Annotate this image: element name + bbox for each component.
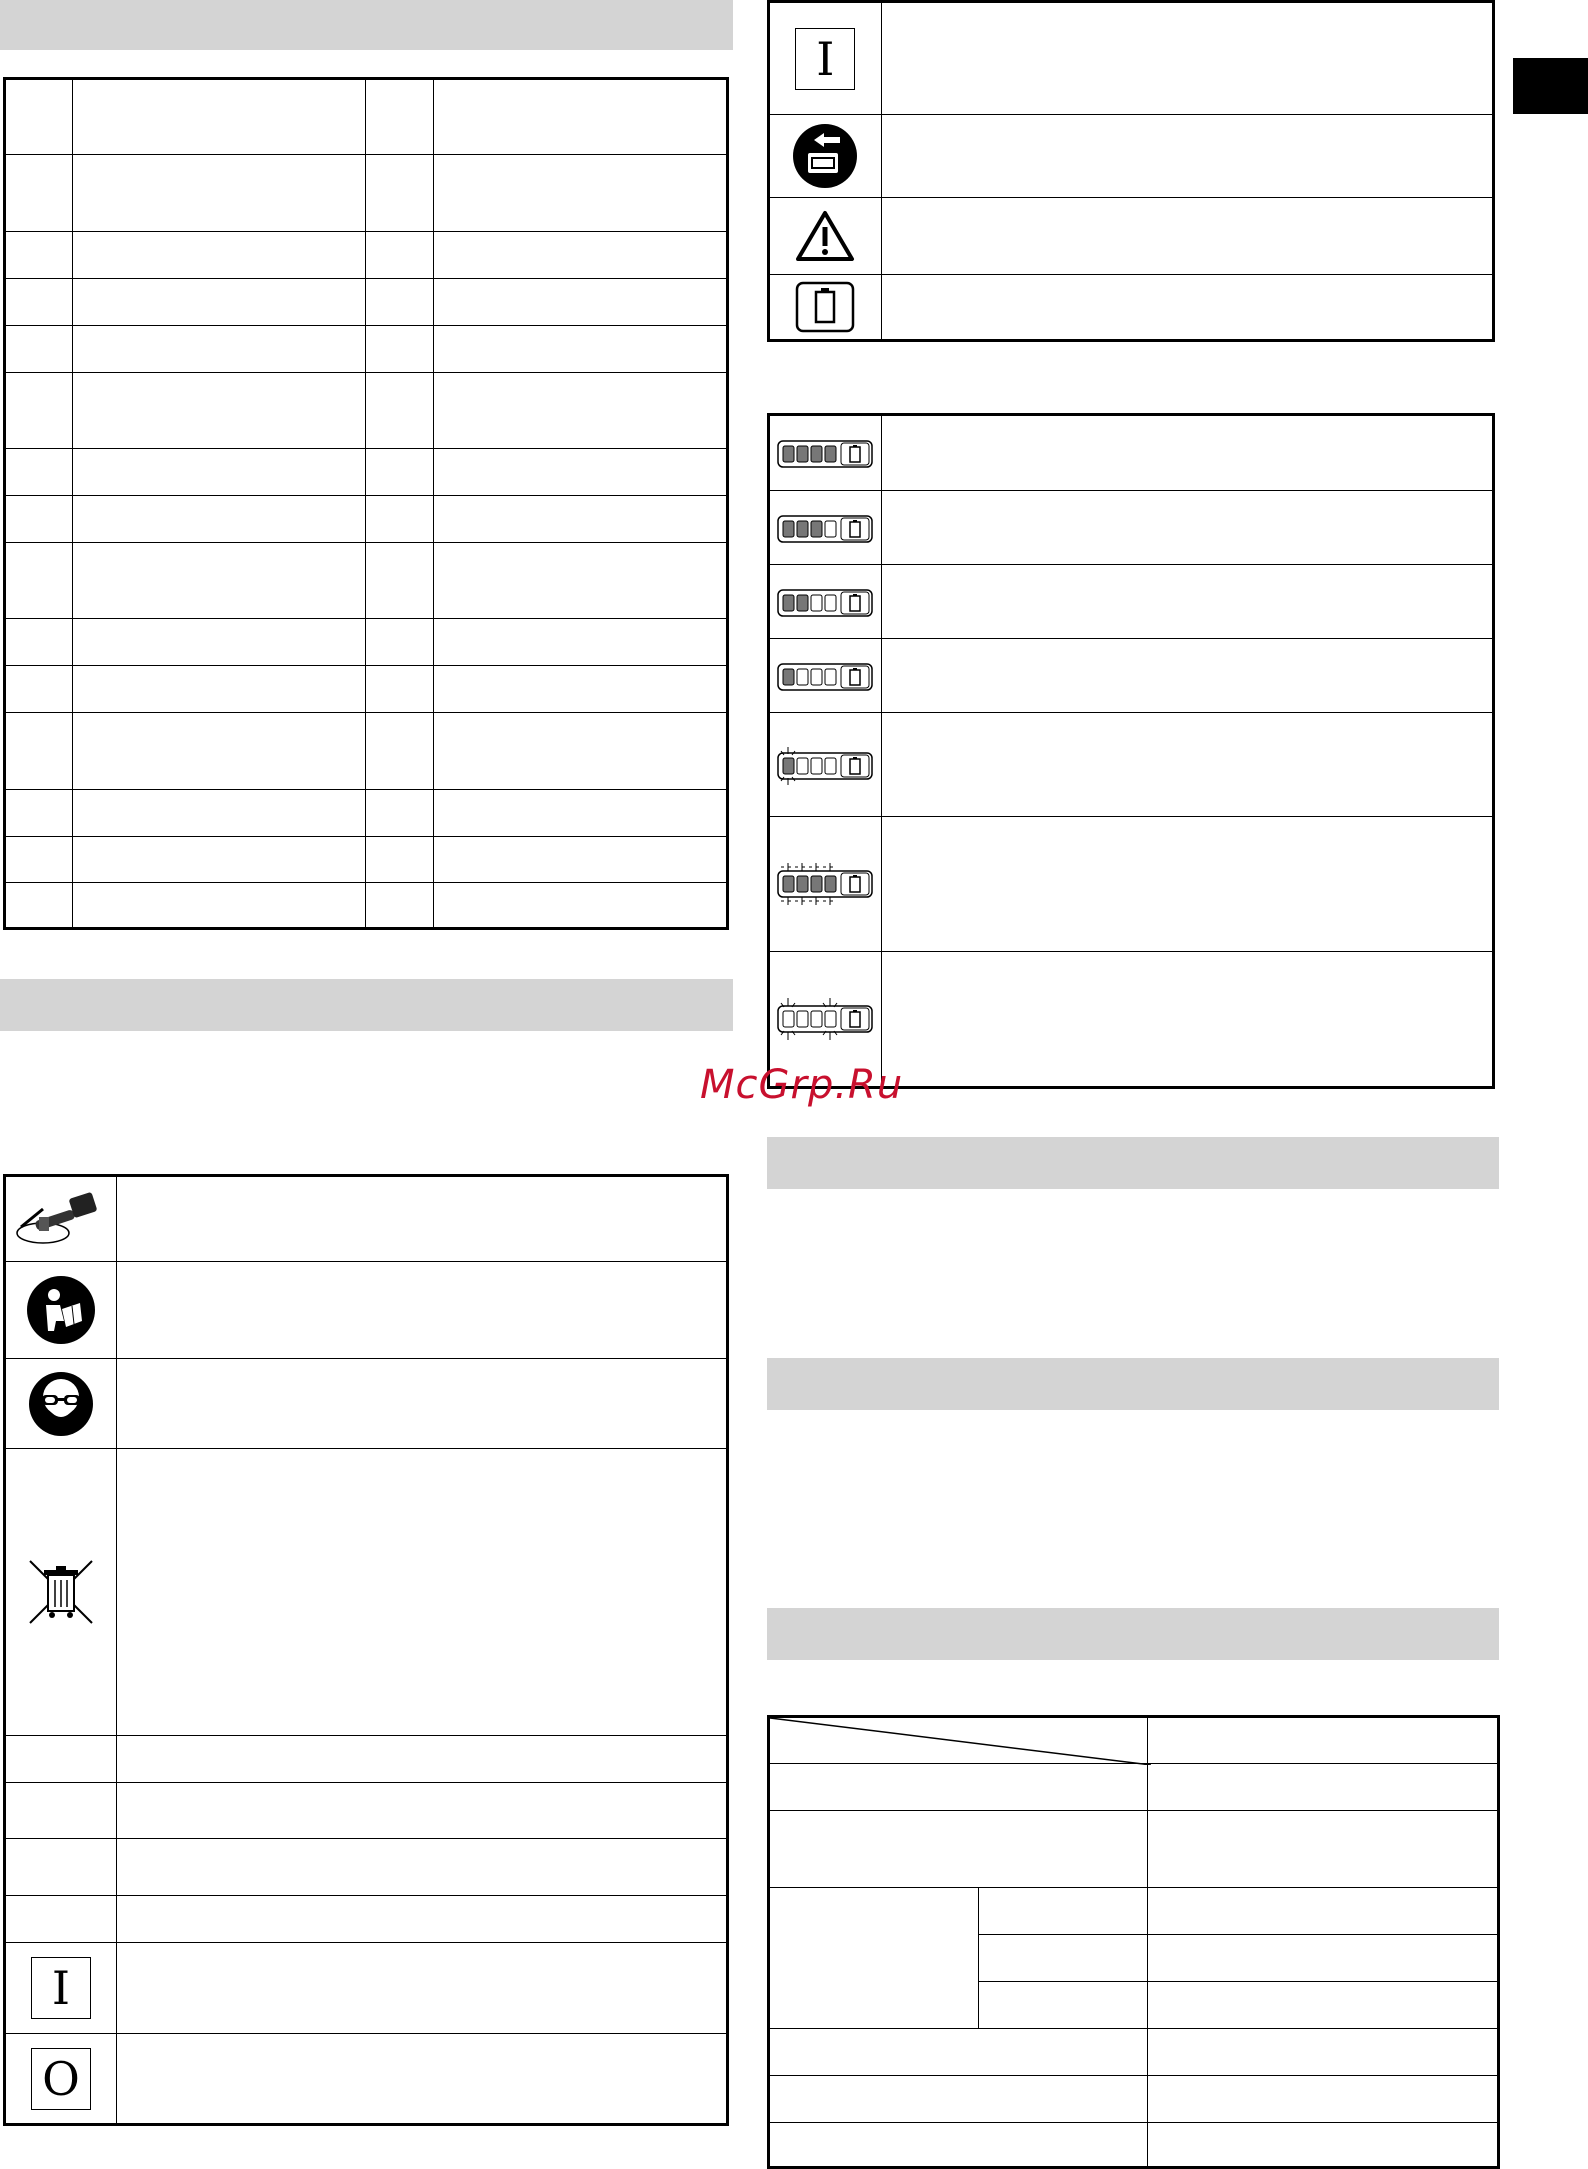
battery-indicator-table xyxy=(767,413,1495,1089)
switch-on-icon: I xyxy=(795,28,855,90)
indicator-icon-cell xyxy=(769,817,882,952)
parts-cell xyxy=(5,155,73,232)
parts-table xyxy=(3,77,729,930)
specs-label-cell xyxy=(769,2076,1148,2123)
parts-cell xyxy=(5,373,73,449)
specs-table xyxy=(767,1715,1500,2166)
parts-cell xyxy=(72,790,366,837)
symbol-desc-cell xyxy=(881,275,1493,341)
parts-cell xyxy=(366,326,434,373)
section-header-bar xyxy=(767,1358,1499,1410)
symbol-icon-cell xyxy=(769,275,882,341)
indicator-desc-cell xyxy=(881,415,1493,491)
parts-cell xyxy=(72,232,366,279)
specs-value-cell xyxy=(1148,1764,1499,1811)
parts-cell xyxy=(72,883,366,929)
parts-cell xyxy=(5,496,73,543)
section-header-bar xyxy=(767,1137,1499,1189)
parts-cell xyxy=(366,666,434,713)
symbol-icon-cell xyxy=(5,1359,117,1449)
watermark: McGrp.Ru xyxy=(700,1062,904,1108)
indicator-desc-cell xyxy=(881,952,1493,1088)
parts-cell xyxy=(72,449,366,496)
battery-level-1-icon xyxy=(777,658,873,694)
parts-cell xyxy=(366,79,434,155)
indicator-desc-cell xyxy=(881,817,1493,952)
specs-sublabel-cell xyxy=(979,1888,1148,1935)
symbol-icon-cell xyxy=(769,2,882,115)
indicator-desc-cell xyxy=(881,491,1493,565)
warning-icon xyxy=(794,209,856,263)
symbol-icon-cell xyxy=(769,115,882,198)
parts-cell xyxy=(434,619,728,666)
parts-cell xyxy=(5,790,73,837)
indicator-icon-cell xyxy=(769,713,882,817)
symbol-icon-cell xyxy=(5,1783,117,1839)
section-header-bar xyxy=(0,0,733,50)
battery-level-2-icon xyxy=(777,584,873,620)
symbol-desc-cell xyxy=(116,1839,727,1896)
parts-cell xyxy=(434,79,728,155)
parts-cell xyxy=(366,496,434,543)
specs-value-cell xyxy=(1148,1811,1499,1888)
symbol-icon-cell xyxy=(769,198,882,275)
parts-cell xyxy=(5,279,73,326)
parts-cell xyxy=(366,373,434,449)
specs-value-cell xyxy=(1148,1982,1499,2029)
parts-cell xyxy=(434,543,728,619)
grinder-tool-icon xyxy=(13,1187,109,1251)
specs-value-cell xyxy=(1148,2123,1499,2168)
parts-cell xyxy=(72,496,366,543)
switch-off-icon: O xyxy=(31,2048,91,2110)
symbol-icon-cell xyxy=(5,2034,117,2125)
parts-cell xyxy=(72,713,366,790)
parts-cell xyxy=(434,449,728,496)
parts-cell xyxy=(5,79,73,155)
indicator-desc-cell xyxy=(881,565,1493,639)
parts-cell xyxy=(72,155,366,232)
specs-label-cell xyxy=(769,1888,979,2029)
battery-icon xyxy=(795,281,855,333)
parts-cell xyxy=(72,279,366,326)
specs-label-cell xyxy=(769,1811,1148,1888)
remove-battery-icon xyxy=(792,123,858,189)
parts-cell xyxy=(5,713,73,790)
specs-label-cell xyxy=(769,2123,1148,2168)
parts-cell xyxy=(366,279,434,326)
parts-cell xyxy=(366,713,434,790)
parts-cell xyxy=(366,543,434,619)
specs-value-cell xyxy=(1148,1888,1499,1935)
parts-cell xyxy=(366,232,434,279)
specs-header-diagonal-cell xyxy=(769,1717,1148,1764)
parts-cell xyxy=(366,619,434,666)
specs-value-cell xyxy=(1148,2076,1499,2123)
read-manual-icon xyxy=(26,1275,96,1345)
indicator-desc-cell xyxy=(881,713,1493,817)
specs-label-cell xyxy=(769,2029,1148,2076)
parts-cell xyxy=(72,619,366,666)
indicator-icon-cell xyxy=(769,639,882,713)
symbol-icon-cell xyxy=(5,1943,117,2034)
battery-level-3-icon xyxy=(777,510,873,546)
symbol-desc-cell xyxy=(116,1359,727,1449)
parts-cell xyxy=(5,543,73,619)
symbol-desc-cell xyxy=(881,115,1493,198)
parts-cell xyxy=(5,883,73,929)
symbol-desc-cell xyxy=(881,198,1493,275)
battery-level-4-icon xyxy=(777,435,873,471)
parts-cell xyxy=(366,449,434,496)
eye-protection-icon xyxy=(28,1371,94,1437)
parts-cell xyxy=(5,666,73,713)
indicator-desc-cell xyxy=(881,639,1493,713)
parts-cell xyxy=(5,837,73,883)
parts-cell xyxy=(434,373,728,449)
parts-cell xyxy=(434,666,728,713)
right-symbols-table xyxy=(767,0,1495,342)
parts-cell xyxy=(5,449,73,496)
specs-table-grid xyxy=(767,1715,1500,2169)
switch-on-icon: I xyxy=(31,1957,91,2019)
parts-cell xyxy=(5,326,73,373)
symbol-icon-cell xyxy=(5,1449,117,1736)
parts-cell xyxy=(5,619,73,666)
section-header-bar xyxy=(0,979,733,1031)
diagonal-line xyxy=(770,1718,1151,1765)
parts-cell xyxy=(434,496,728,543)
parts-cell xyxy=(434,232,728,279)
symbol-desc-cell xyxy=(116,1449,727,1736)
specs-label-cell xyxy=(769,1764,1148,1811)
symbol-desc-cell xyxy=(116,1783,727,1839)
battery-blink-all-icon xyxy=(777,860,873,908)
parts-cell xyxy=(434,155,728,232)
battery-blink-1-icon xyxy=(777,743,873,787)
parts-cell xyxy=(366,790,434,837)
parts-cell xyxy=(366,883,434,929)
symbol-icon-cell xyxy=(5,1736,117,1783)
parts-cell xyxy=(434,326,728,373)
symbol-desc-cell xyxy=(116,1736,727,1783)
symbol-desc-cell xyxy=(116,1176,727,1262)
parts-cell xyxy=(72,373,366,449)
indicator-icon-cell xyxy=(769,415,882,491)
symbol-desc-cell xyxy=(116,1262,727,1359)
parts-cell xyxy=(72,666,366,713)
specs-value-cell xyxy=(1148,2029,1499,2076)
symbol-icon-cell xyxy=(5,1262,117,1359)
symbol-desc-cell xyxy=(881,2,1493,115)
parts-cell xyxy=(366,837,434,883)
parts-cell xyxy=(434,713,728,790)
symbol-desc-cell xyxy=(116,1896,727,1943)
specs-sublabel-cell xyxy=(979,1935,1148,1982)
section-header-bar xyxy=(767,1608,1499,1660)
parts-cell xyxy=(434,790,728,837)
battery-blink-alternate-icon xyxy=(777,995,873,1043)
parts-cell xyxy=(72,837,366,883)
parts-cell xyxy=(72,79,366,155)
parts-cell xyxy=(434,883,728,929)
specs-value-cell xyxy=(1148,1717,1499,1764)
language-tab xyxy=(1513,58,1588,114)
indicator-icon-cell xyxy=(769,565,882,639)
symbol-desc-cell xyxy=(116,1943,727,2034)
symbols-table xyxy=(3,1174,729,2126)
indicator-icon-cell xyxy=(769,491,882,565)
specs-sublabel-cell xyxy=(979,1982,1148,2029)
parts-cell xyxy=(72,326,366,373)
specs-value-cell xyxy=(1148,1935,1499,1982)
parts-cell xyxy=(5,232,73,279)
symbol-icon-cell xyxy=(5,1839,117,1896)
parts-cell xyxy=(434,279,728,326)
parts-cell xyxy=(366,155,434,232)
symbol-desc-cell xyxy=(116,2034,727,2125)
parts-cell xyxy=(434,837,728,883)
symbol-icon-cell xyxy=(5,1176,117,1262)
symbol-icon-cell xyxy=(5,1896,117,1943)
crossed-bin-icon xyxy=(26,1557,96,1627)
parts-cell xyxy=(72,543,366,619)
